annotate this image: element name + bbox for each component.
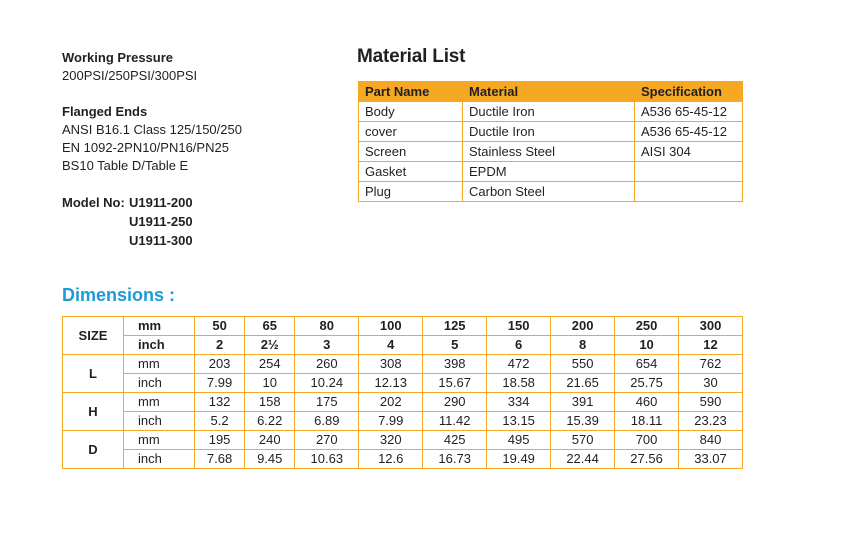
material-cell: Stainless Steel [463, 142, 635, 162]
size-cell: 200 [551, 317, 615, 336]
dimension-cell: 11.42 [423, 412, 487, 431]
flanged-ends-line: ANSI B16.1 Class 125/150/250 [62, 122, 242, 137]
header-cell: Part Name [359, 82, 463, 102]
unit-label: mm [124, 317, 195, 336]
material-cell: EPDM [463, 162, 635, 182]
dimension-label: D [63, 431, 124, 469]
dimension-cell: 19.49 [487, 450, 551, 469]
dimension-cell: 700 [615, 431, 679, 450]
dimension-cell: 550 [551, 355, 615, 374]
size-cell: 3 [295, 336, 359, 355]
dimension-cell: 33.07 [679, 450, 743, 469]
dimension-cell: 762 [679, 355, 743, 374]
flanged-ends-heading: Flanged Ends [62, 104, 148, 119]
dimension-cell: 398 [423, 355, 487, 374]
model-value: U1911-250 [129, 214, 193, 229]
dimension-cell: 240 [245, 431, 295, 450]
size-inch-row [63, 336, 743, 355]
dimension-cell: 270 [295, 431, 359, 450]
dimension-cell: 254 [245, 355, 295, 374]
material-row [359, 182, 743, 202]
dimension-cell: 23.23 [679, 412, 743, 431]
material-cell [635, 182, 743, 202]
material-cell: Plug [359, 182, 463, 202]
dimension-inch-row [63, 412, 743, 431]
dimension-cell: 840 [679, 431, 743, 450]
dimension-cell: 22.44 [551, 450, 615, 469]
working-pressure-heading: Working Pressure [62, 50, 174, 65]
size-cell: 150 [487, 317, 551, 336]
size-cell: 2½ [245, 336, 295, 355]
dimension-cell: 18.11 [615, 412, 679, 431]
material-cell: A536 65-45-12 [635, 122, 743, 142]
material-cell: Ductile Iron [463, 122, 635, 142]
dimension-cell: 7.99 [359, 412, 423, 431]
dimension-cell: 391 [551, 393, 615, 412]
dimension-cell: 290 [423, 393, 487, 412]
size-cell: 4 [359, 336, 423, 355]
model-value: U1911-200 [129, 195, 193, 210]
size-cell: 5 [423, 336, 487, 355]
dimension-label: H [63, 393, 124, 431]
dimension-cell: 6.22 [245, 412, 295, 431]
unit-label: inch [124, 450, 195, 469]
dimension-inch-row [63, 374, 743, 393]
dimension-cell: 27.56 [615, 450, 679, 469]
unit-label: mm [124, 355, 195, 374]
model-label: Model No: [62, 195, 125, 210]
size-label: SIZE [63, 317, 124, 355]
unit-label: inch [124, 374, 195, 393]
material-cell: AISI 304 [635, 142, 743, 162]
material-cell [635, 162, 743, 182]
dimension-cell: 10.24 [295, 374, 359, 393]
dimension-cell: 7.99 [195, 374, 245, 393]
size-cell: 2 [195, 336, 245, 355]
dimension-mm-row [63, 393, 743, 412]
model-numbers [62, 193, 322, 250]
specifications-block [62, 49, 322, 250]
dimension-cell: 15.67 [423, 374, 487, 393]
material-cell: cover [359, 122, 463, 142]
dimension-cell: 654 [615, 355, 679, 374]
dimension-cell: 25.75 [615, 374, 679, 393]
dimension-mm-row [63, 431, 743, 450]
material-list-title: Material List [357, 46, 466, 67]
dimension-cell: 203 [195, 355, 245, 374]
dimension-cell: 570 [551, 431, 615, 450]
working-pressure-value: 200PSI/250PSI/300PSI [62, 68, 198, 83]
unit-label: inch [124, 412, 195, 431]
dimension-cell: 12.6 [359, 450, 423, 469]
size-mm-row [63, 317, 743, 336]
material-row [359, 102, 743, 122]
dimension-cell: 10.63 [295, 450, 359, 469]
dimension-cell: 132 [195, 393, 245, 412]
dimension-cell: 260 [295, 355, 359, 374]
dimension-cell: 12.13 [359, 374, 423, 393]
size-cell: 6 [487, 336, 551, 355]
dimension-inch-row [63, 450, 743, 469]
material-cell: Carbon Steel [463, 182, 635, 202]
material-row [359, 162, 743, 182]
material-cell: Gasket [359, 162, 463, 182]
dimension-cell: 6.89 [295, 412, 359, 431]
size-cell: 125 [423, 317, 487, 336]
dimension-cell: 495 [487, 431, 551, 450]
dimension-cell: 202 [359, 393, 423, 412]
unit-label: mm [124, 431, 195, 450]
dimension-cell: 16.73 [423, 450, 487, 469]
dimension-cell: 13.15 [487, 412, 551, 431]
dimension-cell: 472 [487, 355, 551, 374]
header-cell: Material [463, 82, 635, 102]
dimension-cell: 9.45 [245, 450, 295, 469]
dimensions-table [62, 316, 743, 469]
material-cell: Screen [359, 142, 463, 162]
dimension-cell: 158 [245, 393, 295, 412]
dimension-mm-row [63, 355, 743, 374]
material-header-row [359, 82, 743, 102]
dimension-cell: 334 [487, 393, 551, 412]
dimensions-title: Dimensions : [62, 285, 176, 305]
material-cell: A536 65-45-12 [635, 102, 743, 122]
size-cell: 100 [359, 317, 423, 336]
dimension-cell: 10 [245, 374, 295, 393]
size-cell: 80 [295, 317, 359, 336]
size-cell: 12 [679, 336, 743, 355]
size-cell: 65 [245, 317, 295, 336]
unit-label: mm [124, 393, 195, 412]
header-cell: Specification [635, 82, 743, 102]
dimension-cell: 308 [359, 355, 423, 374]
dimension-label: L [63, 355, 124, 393]
dimension-cell: 5.2 [195, 412, 245, 431]
dimension-cell: 21.65 [551, 374, 615, 393]
dimension-cell: 175 [295, 393, 359, 412]
dimension-cell: 425 [423, 431, 487, 450]
material-list-table [358, 81, 743, 202]
size-cell: 250 [615, 317, 679, 336]
size-cell: 10 [615, 336, 679, 355]
flanged-ends-line: EN 1092-2PN10/PN16/PN25 [62, 140, 229, 155]
dimension-cell: 460 [615, 393, 679, 412]
dimension-cell: 7.68 [195, 450, 245, 469]
dimension-cell: 590 [679, 393, 743, 412]
dimension-cell: 195 [195, 431, 245, 450]
material-row [359, 142, 743, 162]
material-cell: Body [359, 102, 463, 122]
material-cell: Ductile Iron [463, 102, 635, 122]
dimension-cell: 30 [679, 374, 743, 393]
dimension-cell: 320 [359, 431, 423, 450]
size-cell: 300 [679, 317, 743, 336]
size-cell: 8 [551, 336, 615, 355]
dimension-cell: 18.58 [487, 374, 551, 393]
unit-label: inch [124, 336, 195, 355]
size-cell: 50 [195, 317, 245, 336]
flanged-ends-line: BS10 Table D/Table E [62, 158, 189, 173]
material-row [359, 122, 743, 142]
model-value: U1911-300 [129, 233, 193, 248]
dimension-cell: 15.39 [551, 412, 615, 431]
